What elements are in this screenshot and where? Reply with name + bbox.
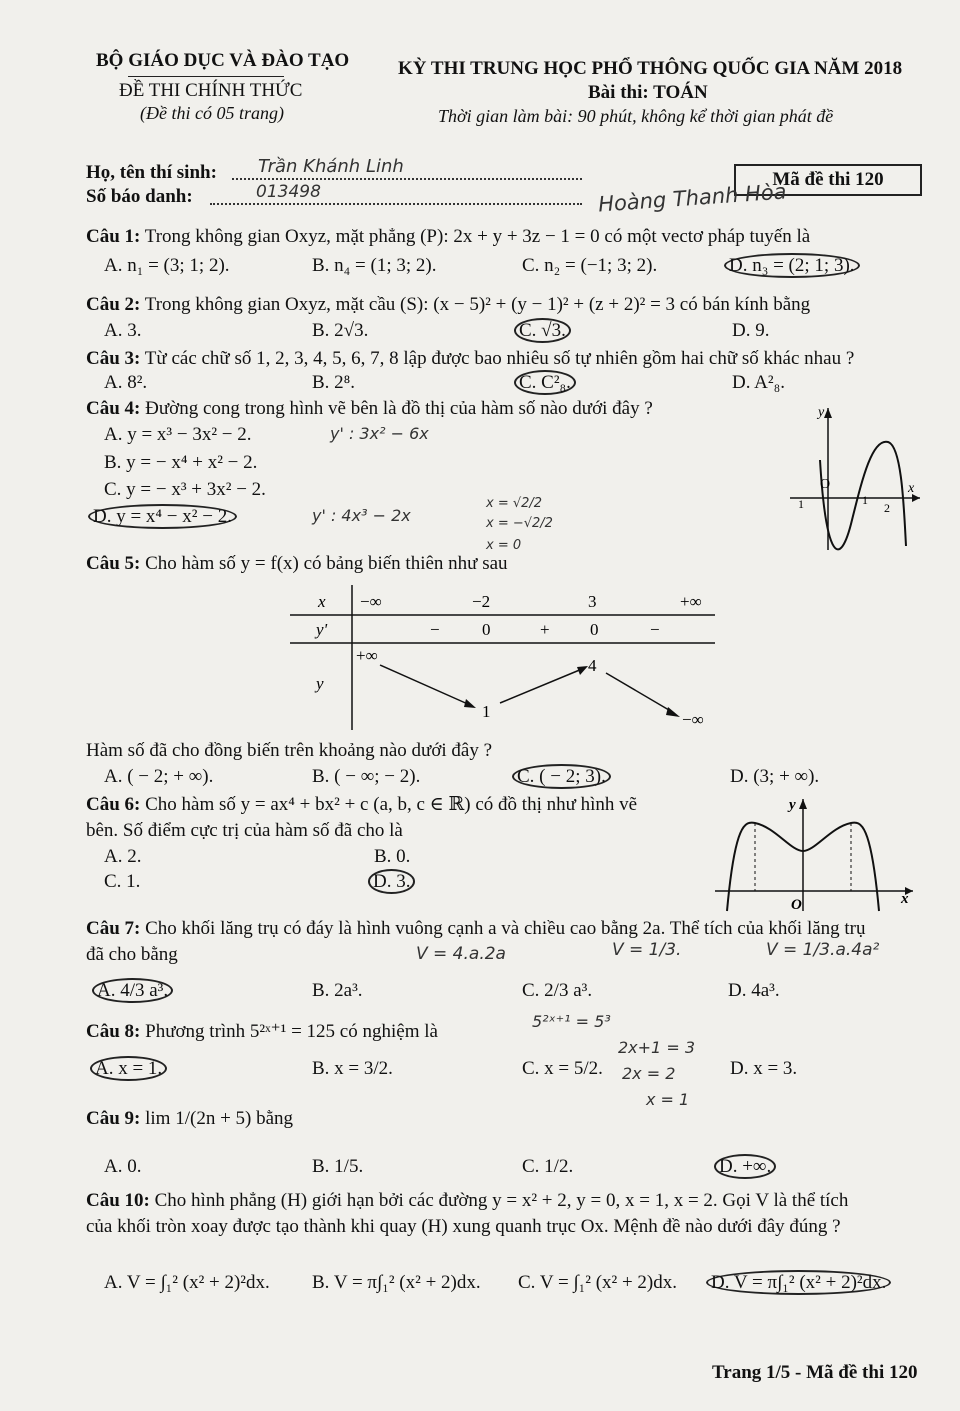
id-label: Số báo danh: (86, 186, 193, 207)
q8-note-4: x = 1 (646, 1090, 690, 1109)
vt-dy-2: 0 (482, 620, 491, 639)
q4-note-1: y' : 3x² − 6x (330, 424, 429, 443)
vt-arrow-2 (500, 669, 582, 703)
q4-origin: O (820, 477, 831, 492)
q7-option-a: A. 4/3 a³. (92, 980, 173, 1002)
q9-option-a: A. 0. (104, 1156, 142, 1177)
q5-option-c: C. ( − 2; 3). (512, 766, 611, 788)
question-10: Câu 10: Cho hình phẳng (H) giới hạn bởi các đường y = x² + 2, y = 0, x = 1, x = 2. Gọi V là thể tích (86, 1190, 849, 1211)
q1-option-b: B. n₄ = (1; 3; 2). (312, 255, 437, 276)
q6-origin: O (791, 897, 802, 913)
q6-option-c: C. 1. (104, 871, 141, 892)
vt-y-neg-inf: −∞ (682, 710, 704, 729)
question-1: Câu 1: Trong không gian Oxyz, mặt phẳng (P): 2x + y + 3z − 1 = 0 có một vectơ pháp tuyến là (86, 226, 811, 247)
q7-option-d: D. 4a³. (728, 980, 780, 1001)
signature: Hoàng Thanh Hòa (597, 179, 788, 217)
question-6-line-2: bên. Số điểm cực trị của hàm số đã cho là (86, 820, 403, 841)
q6-option-a: A. 2. (104, 846, 142, 867)
q9-option-b: B. 1/5. (312, 1156, 364, 1177)
question-4: Câu 4: Đường cong trong hình vẽ bên là đồ thị của hàm số nào dưới đây ? (86, 398, 653, 419)
q2-option-b: B. 2√3. (312, 320, 369, 341)
question-9: Câu 9: lim 1/(2n + 5) bằng (86, 1108, 294, 1129)
q10-option-d: D. V = π∫₁² (x² + 2)²dx. (706, 1272, 891, 1294)
q6-y-arrow (799, 799, 807, 809)
q9-option-d: D. +∞. (714, 1156, 776, 1178)
q10-option-b: B. V = π∫₁² (x² + 2)dx. (312, 1272, 481, 1293)
q1-option-c: C. n₂ = (−1; 3; 2). (522, 255, 658, 276)
question-5: Câu 5: Cho hàm số y = f(x) có bảng biến thiên như sau (86, 553, 508, 574)
official-label: ĐỀ THI CHÍNH THỨC (119, 80, 303, 101)
vt-dy-label: y' (316, 620, 328, 639)
q5-option-b: B. ( − ∞; − 2). (312, 766, 421, 787)
vt-dy-4: 0 (590, 620, 599, 639)
vt-dy-3: + (540, 620, 550, 639)
vt-y-4: 4 (588, 656, 597, 675)
q4-note-5: x = 0 (486, 538, 522, 553)
id-value: 013498 (256, 182, 321, 202)
q1-option-a: A. n₁ = (3; 1; 2). (104, 255, 230, 276)
vt-y-1: 1 (482, 702, 491, 721)
question-8: Câu 8: Phương trình 5²ˣ⁺¹ = 125 có nghiệm là (86, 1021, 438, 1042)
time-note: Thời gian làm bài: 90 phút, không kể thời gian phát đề (438, 106, 834, 126)
q3-option-a: A. 8². (104, 372, 148, 393)
question-6: Câu 6: Cho hàm số y = ax⁴ + bx² + c (a, b, c ∈ ℝ) có đồ thị như hình vẽ (86, 794, 638, 815)
header-rule (128, 76, 284, 77)
exam-title: KỲ THI TRUNG HỌC PHỔ THÔNG QUỐC GIA NĂM 2018 (398, 58, 903, 79)
q6-x-label: x (901, 891, 909, 907)
vt-x-3: 3 (588, 592, 597, 611)
q8-option-b: B. x = 3/2. (312, 1058, 393, 1079)
q8-option-a: A. x = 1. (90, 1058, 167, 1080)
pages-note: (Đề thi có 05 trang) (140, 103, 284, 123)
name-dots (232, 178, 582, 180)
vt-x-pos-inf: +∞ (680, 592, 702, 611)
q4-tick-p1: 1 (862, 493, 868, 507)
q7-note-2: V = 1/3. (612, 940, 682, 960)
q4-note-4: x = −√2/2 (486, 516, 553, 531)
q4-option-b: B. y = − x⁴ + x² − 2. (104, 452, 258, 473)
q4-option-a: A. y = x³ − 3x² − 2. (104, 424, 252, 445)
question-3: Câu 3: Từ các chữ số 1, 2, 3, 4, 5, 6, 7, 8 lập được bao nhiêu số tự nhiên gồm hai chữ số khác nhau ? (86, 348, 855, 369)
page-footer: Trang 1/5 - Mã đề thi 120 (712, 1362, 918, 1383)
q8-note-1: 5²ˣ⁺¹ = 5³ (532, 1012, 611, 1031)
q6-option-d: D. 3. (368, 871, 415, 893)
q5-option-a: A. ( − 2; + ∞). (104, 766, 214, 787)
q7-note-1: V = 4.a.2a (416, 944, 506, 964)
exam-subject: Bài thi: TOÁN (588, 82, 708, 103)
q2-option-c: C. √3. (514, 320, 571, 342)
q4-x-label: x (908, 481, 915, 496)
q4-tick-m1: 1 (798, 497, 804, 511)
question-7: Câu 7: Cho khối lăng trụ có đáy là hình vuông cạnh a và chiều cao bằng 2a. Thể tích của khối lăng trụ (86, 918, 866, 939)
vt-y-pos-inf: +∞ (356, 646, 378, 665)
name-label: Họ, tên thí sinh: (86, 162, 217, 183)
q10-option-a: A. V = ∫₁² (x² + 2)²dx. (104, 1272, 270, 1293)
q7-note-3: V = 1/3.a.4a² (766, 940, 880, 960)
question-5-part-2: Hàm số đã cho đồng biến trên khoảng nào dưới đây ? (86, 740, 493, 761)
q6-graph (715, 793, 920, 913)
vt-dy-5: − (650, 620, 660, 639)
q10-option-c: C. V = ∫₁² (x² + 2)dx. (518, 1272, 678, 1293)
question-2: Câu 2: Trong không gian Oxyz, mặt cầu (S): (x − 5)² + (y − 1)² + (z + 2)² = 3 có bán kính bằng (86, 294, 811, 315)
exam-code-box: Mã đề thi 120 (734, 164, 922, 196)
q7-option-c: C. 2/3 a³. (522, 980, 593, 1001)
q3-option-c: C. C²₈. (514, 372, 576, 394)
q4-note-2: y' : 4x³ − 2x (312, 506, 411, 525)
variation-table (290, 585, 720, 735)
ministry-name: BỘ GIÁO DỤC VÀ ĐÀO TẠO (96, 50, 350, 71)
q9-option-c: C. 1/2. (522, 1156, 574, 1177)
q7-option-b: B. 2a³. (312, 980, 363, 1001)
q3-option-d: D. A²₈. (732, 372, 785, 393)
vt-x-m2: −2 (472, 592, 491, 611)
q2-option-a: A. 3. (104, 320, 142, 341)
q4-y-label: y (818, 405, 825, 420)
q4-graph (780, 400, 930, 555)
q8-note-3: 2x = 2 (622, 1064, 676, 1083)
q6-y-label: y (789, 797, 796, 813)
vt-dy-1: − (430, 620, 440, 639)
vt-x-neg-inf: −∞ (360, 592, 382, 611)
name-value: Trần Khánh Linh (258, 156, 404, 177)
q4-note-3: x = √2/2 (486, 496, 543, 511)
q4-tick-p2: 2 (884, 501, 890, 515)
q5-option-d: D. (3; + ∞). (730, 766, 820, 787)
vt-y-label: y (316, 674, 324, 693)
vt-arrow-1 (380, 665, 470, 705)
q4-y-arrow (824, 408, 832, 418)
q2-option-d: D. 9. (732, 320, 770, 341)
q6-option-b: B. 0. (374, 846, 411, 867)
q4-option-c: C. y = − x³ + 3x² − 2. (104, 479, 266, 500)
vt-arrow-3 (606, 673, 674, 713)
vt-x-label: x (318, 592, 326, 611)
q3-option-b: B. 2⁸. (312, 372, 356, 393)
q1-option-d: D. n₃ = (2; 1; 3). (724, 255, 860, 277)
id-dots (210, 203, 582, 205)
q8-note-2: 2x+1 = 3 (618, 1038, 695, 1057)
q8-option-c: C. x = 5/2. (522, 1058, 603, 1079)
q4-option-d: D. y = x⁴ − x² − 2. (88, 506, 237, 528)
q8-option-d: D. x = 3. (730, 1058, 798, 1079)
question-10-line-2: của khối tròn xoay được tạo thành khi quay (H) xung quanh trục Ox. Mệnh đề nào dưới đây đúng ? (86, 1216, 841, 1237)
question-7-line-2: đã cho bằng (86, 944, 178, 965)
